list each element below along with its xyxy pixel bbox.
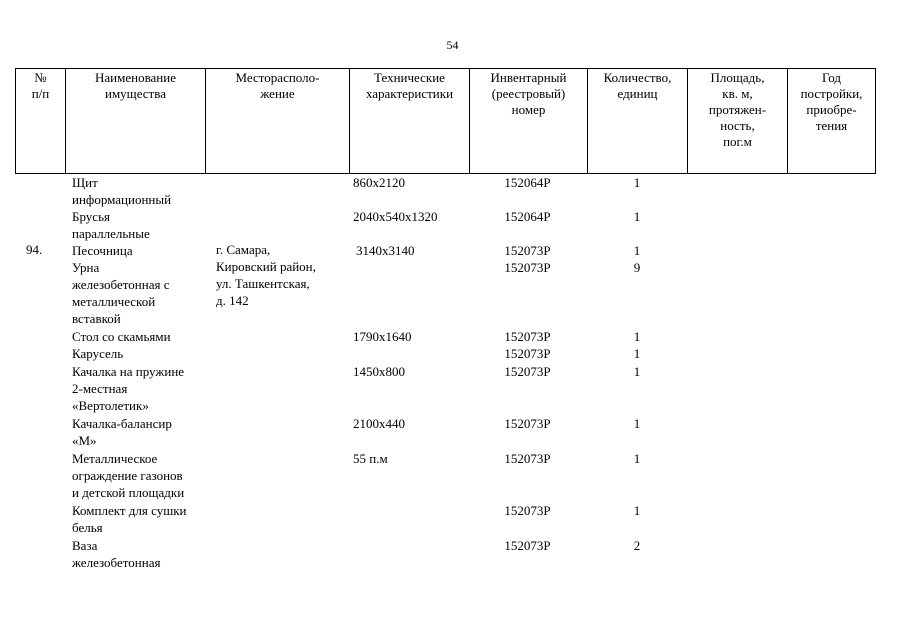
- item-name: Комплект для сушки белья: [72, 503, 187, 535]
- item-inventory: 152073Р: [504, 538, 551, 553]
- item-spec: 860х2120: [353, 175, 405, 190]
- item-quantity: 1: [633, 364, 641, 379]
- item-spec: 1790х1640: [353, 329, 412, 344]
- item-name: Песочница: [72, 243, 133, 258]
- item-inventory: 152073Р: [504, 364, 551, 379]
- item-spec: 2040х540х1320: [353, 209, 438, 224]
- header-inventory-number: Инвентарный (реестровый) номер: [470, 69, 588, 174]
- row-number: 94.: [26, 242, 43, 257]
- header-name: Наименование имущества: [66, 69, 206, 174]
- item-inventory: 152073Р: [504, 451, 551, 466]
- item-spec: 3140х3140: [356, 243, 415, 258]
- item-inventory: 152064Р: [504, 209, 551, 224]
- item-inventory: 152073Р: [504, 260, 551, 275]
- item-name: Ваза железобетонная: [72, 538, 161, 570]
- item-quantity: 1: [633, 329, 641, 344]
- item-quantity: 2: [633, 538, 641, 553]
- item-name: Карусель: [72, 346, 124, 361]
- header-number: № п/п: [16, 69, 66, 174]
- item-inventory: 152073Р: [504, 416, 551, 431]
- item-spec: 55 п.м: [353, 451, 388, 466]
- item-inventory: 152073Р: [504, 346, 551, 361]
- item-quantity: 1: [633, 175, 641, 190]
- item-quantity: 1: [633, 416, 641, 431]
- property-table-header: [15, 68, 876, 174]
- item-name: Урна железобетонная с металлической вставкой: [72, 260, 170, 326]
- item-inventory: 152073Р: [504, 503, 551, 518]
- header-quantity: Количество, единиц: [588, 69, 688, 174]
- location: г. Самара, Кировский район, ул. Ташкентская, д. 142: [216, 242, 316, 308]
- page-number: 54: [446, 38, 459, 52]
- item-quantity: 1: [633, 503, 641, 518]
- item-quantity: 1: [633, 209, 641, 224]
- item-spec: 1450х800: [353, 364, 405, 379]
- item-name: Качалка на пружине 2-местная «Вертолетик»: [72, 364, 185, 413]
- item-inventory: 152073Р: [504, 329, 551, 344]
- item-name: Щит информационный: [72, 175, 172, 207]
- header-specs: Технические характеристики: [350, 69, 470, 174]
- item-name: Брусья параллельные: [72, 209, 150, 241]
- item-name: Стол со скамьями: [72, 329, 171, 344]
- header-year: Год постройки, приобре- тения: [788, 69, 876, 174]
- item-name: Качалка-балансир «М»: [72, 416, 172, 448]
- header-area: Площадь, кв. м, протяжен- ность, пог.м: [688, 69, 788, 174]
- item-quantity: 1: [633, 346, 641, 361]
- item-quantity: 9: [633, 260, 641, 275]
- item-quantity: 1: [633, 243, 641, 258]
- item-inventory: 152073Р: [504, 243, 551, 258]
- item-name: Металлическое ограждение газонов и детской площадки: [72, 451, 185, 500]
- item-inventory: 152064Р: [504, 175, 551, 190]
- item-spec: 2100х440: [353, 416, 405, 431]
- item-quantity: 1: [633, 451, 641, 466]
- header-location: Месторасполо- жение: [206, 69, 350, 174]
